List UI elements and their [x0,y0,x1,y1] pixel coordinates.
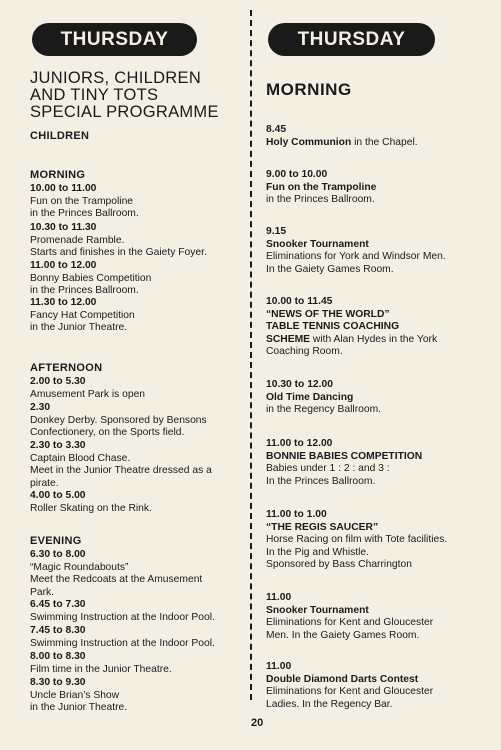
entry-time: 11.00 to 12.00 [266,438,333,449]
entry-lead: Snooker Tournament [266,604,369,616]
entry-line: Horse Racing on film with Tote facilities. [266,534,448,545]
entry-line: Roller Skating on the Rink. [30,502,152,514]
entry-rest: in the Chapel. [351,136,418,148]
page-number: 20 [251,717,264,729]
schedule-entry [30,549,202,599]
schedule-entry [30,297,135,335]
entry-line [266,334,437,347]
entry-time: 8.45 [266,124,287,135]
entry-line: Sponsored by Bass Charrington [266,559,412,570]
day-banner-left: THURSDAY [32,23,197,56]
entry-line: Meet in the Junior Theatre dressed as a [30,465,212,476]
entry-line: Ladies. In the Regency Bar. [266,698,393,710]
schedule-entry [30,651,172,676]
entry-line: pirate. [30,477,59,489]
entry-line: Film time in the Junior Theatre. [30,663,172,675]
schedule-entry [266,379,381,417]
entry-line: in the Princes Ballroom. [266,194,375,205]
evening-heading: EVENING [30,535,82,547]
schedule-entry [30,677,127,715]
morning-heading-right: MORNING [266,80,352,99]
entry-line: Amusement Park is open [30,388,146,400]
entry-time: 11.30 to 12.00 [30,297,97,308]
schedule-entry [30,490,152,515]
title-line: JUNIORS, CHILDREN [30,69,202,87]
entry-line: in the Regency Ballroom. [266,404,382,415]
entry-time: 11.00 [266,661,292,672]
entry-line: Bonny Babies Competition [30,272,152,284]
entry-time: 8.00 to 8.30 [30,651,86,662]
entry-line: In the Pig and Whistle. [266,546,370,558]
entry-line: Meet the Redcoats at the Amusement [30,574,203,585]
entry-line: in the Princes Ballroom. [30,285,139,296]
title-line: AND TINY TOTS [30,86,159,104]
schedule-entry [30,625,215,650]
schedule-entry [266,226,446,276]
entry-lead: “NEWS OF THE WORLD” [266,308,390,320]
entry-lead: Old Time Dancing [266,391,354,403]
entry-line: In the Gaiety Games Room. [266,263,394,275]
schedule-entry [266,169,376,207]
schedule-entry [266,592,433,642]
entry-line: Donkey Derby. Sponsored by Bensons [30,414,207,426]
entry-lead: SCHEME [266,333,311,345]
schedule-entry [266,438,422,488]
entry-lead: Snooker Tournament [266,238,369,250]
entry-line: Fun on the Trampoline [30,195,134,207]
entry-time: 2.30 to 3.30 [30,440,86,451]
entry-line: in the Princes Ballroom. [30,208,139,219]
entry-lead: Fun on the Trampoline [266,181,377,193]
entry-line: Men. In the Gaiety Games Room. [266,629,420,641]
entry-lead: Double Diamond Darts Contest [266,673,419,685]
entry-time: 10.00 to 11.00 [30,183,97,194]
entry-line: Swimming Instruction at the Indoor Pool. [30,611,215,623]
entry-line: “Magic Roundabouts” [30,561,129,573]
entry-rest: with Alan Hydes in the York [310,333,438,345]
entry-line: Uncle Brian’s Show [30,689,120,701]
entry-lead: Holy Communion [266,136,352,148]
entry-time: 11.00 [266,592,292,603]
schedule-entry [30,599,215,624]
entry-time: 6.45 to 7.30 [30,599,86,610]
morning-heading-left: MORNING [30,169,86,181]
entry-line: Babies under 1 : 2 : and 3 : [266,463,390,474]
afternoon-heading: AFTERNOON [30,362,103,374]
special-programme-title [30,70,245,121]
entry-lead: BONNIE BABIES COMPETITION [266,450,423,462]
entry-line: in the Junior Theatre. [30,322,128,333]
entry-line: Fancy Hat Competition [30,309,135,321]
entry-line: Starts and finishes in the Gaiety Foyer. [30,247,207,258]
entry-time: 10.30 to 11.30 [30,222,97,233]
entry-time: 9.00 to 10.00 [266,169,328,180]
entry-line: Park. [30,586,55,598]
entry-time: 7.45 to 8.30 [30,625,86,636]
title-line: SPECIAL PROGRAMME [30,103,219,121]
left-column [30,0,245,750]
entry-line: in the Junior Theatre. [30,702,128,713]
entry-lead: “THE REGIS SAUCER” [266,521,379,533]
schedule-entry [266,124,418,149]
entry-line: Eliminations for York and Windsor Men. [266,251,446,262]
schedule-entry [266,661,433,711]
schedule-entry [30,183,139,221]
schedule-entry [30,260,151,298]
schedule-entry [30,376,145,401]
schedule-entry [266,509,447,572]
schedule-entry [30,222,207,260]
schedule-entry [266,296,437,359]
day-banner-right: THURSDAY [268,23,435,56]
children-subheading: CHILDREN [30,130,90,142]
entry-line: Eliminations for Kent and Gloucester [266,686,434,697]
entry-line: Swimming Instruction at the Indoor Pool. [30,637,215,649]
entry-time: 2.00 to 5.30 [30,376,86,387]
entry-time: 4.00 to 5.00 [30,490,86,501]
entry-line: TABLE TENNIS COACHING [266,321,400,332]
entry-line: In the Princes Ballroom. [266,475,376,487]
entry-line: Eliminations for Kent and Gloucester [266,617,434,628]
entry-time: 10.30 to 12.00 [266,379,333,390]
schedule-entry [30,402,207,440]
schedule-entry [30,440,212,490]
entry-line: Coaching Room. [266,346,343,357]
entry-time: 10.00 to 11.45 [266,296,333,307]
entry-time: 9.15 [266,226,287,237]
entry-line [266,137,418,150]
right-column [266,0,486,750]
entry-time: 6.30 to 8.00 [30,549,86,560]
entry-line: Captain Blood Chase. [30,452,131,464]
entry-time: 2.30 [30,402,51,413]
entry-time: 11.00 to 12.00 [30,260,97,271]
entry-line: Confectionery, on the Sports field. [30,427,185,438]
column-divider [250,10,252,700]
entry-time: 8.30 to 9.30 [30,677,86,688]
entry-line: Promenade Ramble. [30,234,125,246]
entry-time: 11.00 to 1.00 [266,509,327,520]
